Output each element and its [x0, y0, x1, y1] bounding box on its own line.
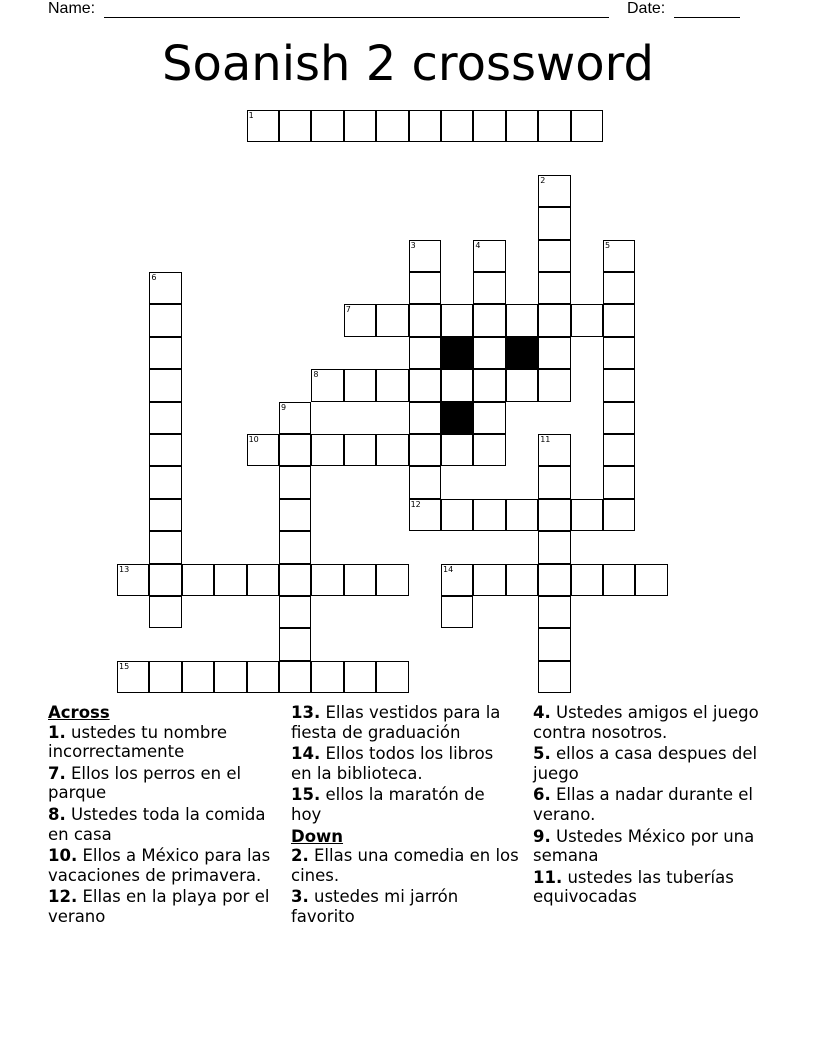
clue-number: 2.	[291, 846, 309, 866]
grid-cell[interactable]	[376, 661, 408, 693]
clue-item	[291, 846, 519, 885]
clue-number: 10.	[48, 846, 78, 866]
grid-cell[interactable]	[344, 434, 376, 466]
clue-item	[533, 785, 761, 824]
cell-number: 15	[119, 661, 130, 671]
grid-cell[interactable]	[603, 304, 635, 336]
black-cell	[506, 337, 538, 369]
grid-cell[interactable]	[441, 110, 473, 142]
grid-cell[interactable]	[538, 661, 570, 693]
grid-cell[interactable]	[279, 110, 311, 142]
grid-cell[interactable]	[279, 499, 311, 531]
grid-cell[interactable]	[409, 110, 441, 142]
grid-cell[interactable]	[538, 564, 570, 596]
grid-cell[interactable]	[409, 337, 441, 369]
clue-text: ellos a casa despues del juego	[533, 744, 758, 783]
clue-column-3	[533, 703, 761, 909]
grid-cell[interactable]	[538, 531, 570, 563]
clue-number: 4.	[533, 703, 551, 722]
grid-cell[interactable]	[344, 369, 376, 401]
grid-cell[interactable]	[473, 272, 505, 304]
across-clue-list	[48, 723, 276, 927]
across-heading: Across	[48, 703, 110, 722]
grid-cell[interactable]	[603, 499, 635, 531]
grid-cell[interactable]	[635, 564, 667, 596]
grid-cell[interactable]	[149, 434, 181, 466]
grid-cell[interactable]	[473, 337, 505, 369]
clue-number: 6.	[533, 785, 551, 805]
clue-item	[291, 785, 519, 824]
grid-cell[interactable]	[409, 240, 441, 272]
grid-cell[interactable]	[149, 499, 181, 531]
clue-number: 7.	[48, 763, 66, 783]
grid-cell[interactable]	[571, 110, 603, 142]
clue-text: Ellos los perros en el parque	[48, 763, 242, 803]
grid-cell[interactable]	[538, 175, 570, 207]
grid-cell[interactable]	[603, 466, 635, 498]
clue-column-2	[291, 703, 519, 929]
clue-item	[48, 764, 276, 803]
clue-item	[533, 744, 761, 783]
grid-cell[interactable]	[538, 499, 570, 531]
grid-cell[interactable]	[214, 564, 246, 596]
date-label: Date:	[627, 0, 666, 17]
clue-item	[291, 887, 519, 926]
grid-cell[interactable]	[538, 434, 570, 466]
grid-cell[interactable]	[279, 434, 311, 466]
grid-cell[interactable]	[117, 661, 149, 693]
clue-text: Ustedes México por una semana	[533, 826, 755, 866]
page-title: Soanish 2 crossword	[162, 36, 654, 92]
grid-cell[interactable]	[441, 564, 473, 596]
clue-item	[291, 703, 519, 742]
clue-text: ustedes mi jarrón favorito	[291, 887, 459, 926]
cell-number: 7	[345, 305, 351, 315]
clue-text: ellos la maratón de hoy	[291, 785, 485, 824]
black-cell	[441, 402, 473, 434]
grid-cell[interactable]	[441, 434, 473, 466]
cell-number: 6	[151, 273, 157, 282]
grid-cell[interactable]	[376, 369, 408, 401]
grid-cell[interactable]	[538, 240, 570, 272]
grid-cell[interactable]	[506, 304, 538, 336]
grid-cell[interactable]	[441, 304, 473, 336]
clue-text: Ustedes amigos el juego contra nosotros.	[533, 703, 759, 742]
grid-cell[interactable]	[247, 564, 279, 596]
clue-number: 1.	[48, 722, 66, 742]
grid-cell[interactable]	[279, 596, 311, 628]
clue-item	[291, 744, 519, 783]
grid-cell[interactable]	[376, 564, 408, 596]
clue-text: Ellos todos los libros en la biblioteca.	[291, 744, 494, 783]
cell-number: 2	[540, 175, 546, 185]
grid-cell[interactable]	[149, 337, 181, 369]
grid-cell[interactable]	[279, 531, 311, 563]
clue-item	[533, 868, 761, 907]
grid-cell[interactable]	[311, 369, 343, 401]
grid-cell[interactable]	[117, 564, 149, 596]
grid-cell[interactable]	[247, 110, 279, 142]
clue-text: Ellas en la playa por el verano	[48, 887, 270, 926]
clue-item	[533, 703, 761, 742]
clue-text: Ustedes toda la comida en casa	[48, 804, 266, 844]
grid-cell[interactable]	[603, 564, 635, 596]
clue-item	[48, 805, 276, 844]
grid-cell[interactable]	[538, 207, 570, 239]
grid-cell[interactable]	[149, 369, 181, 401]
cell-number: 12	[410, 499, 421, 509]
grid-cell[interactable]	[538, 110, 570, 142]
cell-number: 3	[410, 240, 416, 250]
clue-item	[48, 723, 276, 762]
clue-number: 12.	[48, 887, 78, 907]
grid-cell[interactable]	[409, 434, 441, 466]
grid-cell[interactable]	[182, 564, 214, 596]
grid-cell[interactable]	[409, 466, 441, 498]
across-clue-list-cont	[291, 703, 519, 825]
clue-text: ustedes las tuberías equivocadas	[533, 867, 734, 907]
clue-number: 13.	[291, 703, 321, 722]
grid-cell[interactable]	[149, 466, 181, 498]
clue-text: Ellas vestidos para la fiesta de graduación	[291, 703, 501, 742]
clue-text: Ellas una comedia en los cines.	[291, 846, 519, 885]
grid-cell[interactable]	[149, 564, 181, 596]
grid-cell[interactable]	[473, 369, 505, 401]
grid-cell[interactable]	[538, 369, 570, 401]
grid-cell[interactable]	[344, 661, 376, 693]
grid-cell[interactable]	[279, 661, 311, 693]
grid-cell[interactable]	[538, 304, 570, 336]
clue-number: 15.	[291, 785, 321, 805]
grid-cell[interactable]	[473, 499, 505, 531]
clue-number: 5.	[533, 744, 551, 764]
grid-cell[interactable]	[311, 110, 343, 142]
grid-cell[interactable]	[473, 110, 505, 142]
grid-cell[interactable]	[311, 564, 343, 596]
clue-number: 9.	[533, 826, 551, 846]
grid-cell[interactable]	[441, 369, 473, 401]
grid-cell[interactable]	[603, 337, 635, 369]
clue-number: 8.	[48, 804, 66, 824]
grid-cell[interactable]	[279, 564, 311, 596]
grid-cell[interactable]	[473, 240, 505, 272]
grid-cell[interactable]	[344, 304, 376, 336]
clue-number: 11.	[533, 867, 563, 887]
grid-cell[interactable]	[149, 596, 181, 628]
grid-cell[interactable]	[279, 628, 311, 660]
grid-cell[interactable]	[506, 369, 538, 401]
grid-cell[interactable]	[473, 402, 505, 434]
cell-number: 14	[443, 564, 454, 574]
down-clue-list-cont	[533, 703, 761, 907]
grid-cell[interactable]	[214, 661, 246, 693]
grid-cell[interactable]	[506, 499, 538, 531]
grid-cell[interactable]	[409, 304, 441, 336]
grid-cell[interactable]	[376, 110, 408, 142]
grid-cell[interactable]	[506, 110, 538, 142]
clue-column-1	[48, 703, 276, 929]
grid-cell[interactable]	[409, 499, 441, 531]
grid-cell[interactable]	[603, 434, 635, 466]
grid-cell[interactable]	[409, 402, 441, 434]
cell-number: 4	[475, 240, 481, 250]
grid-cell[interactable]	[571, 564, 603, 596]
cell-number: 9	[281, 402, 287, 412]
grid-cell[interactable]	[538, 466, 570, 498]
grid-cell[interactable]	[538, 596, 570, 628]
grid-cell[interactable]	[182, 661, 214, 693]
grid-cell[interactable]	[571, 499, 603, 531]
cell-number: 11	[540, 435, 551, 444]
grid-cell[interactable]	[603, 402, 635, 434]
grid-cell[interactable]	[344, 110, 376, 142]
clue-item	[48, 846, 276, 885]
clue-item	[48, 887, 276, 926]
grid-cell[interactable]	[603, 240, 635, 272]
clue-item	[533, 827, 761, 866]
grid-cell[interactable]	[506, 564, 538, 596]
grid-cell[interactable]	[149, 531, 181, 563]
grid-cell[interactable]	[538, 272, 570, 304]
clue-number: 3.	[291, 887, 309, 907]
cell-number: 13	[119, 564, 130, 574]
cell-number: 8	[313, 370, 319, 380]
cell-number: 5	[605, 240, 611, 250]
grid-cell[interactable]	[473, 434, 505, 466]
grid-cell[interactable]	[149, 661, 181, 693]
grid-cell[interactable]	[441, 499, 473, 531]
name-label: Name:	[48, 0, 96, 17]
clue-text: Ellas a nadar durante el verano.	[533, 785, 753, 824]
grid-cell[interactable]	[376, 304, 408, 336]
grid-cell[interactable]	[376, 434, 408, 466]
grid-cell[interactable]	[149, 402, 181, 434]
clue-text: Ellos a México para las vacaciones de primavera.	[48, 846, 271, 885]
cell-number: 1	[248, 111, 254, 120]
grid-cell[interactable]	[441, 596, 473, 628]
grid-cell[interactable]	[538, 628, 570, 660]
grid-cell[interactable]	[409, 272, 441, 304]
cell-number: 10	[248, 435, 259, 444]
clue-number: 14.	[291, 744, 321, 764]
grid-cell[interactable]	[311, 434, 343, 466]
grid-cell[interactable]	[473, 304, 505, 336]
grid-cell[interactable]	[149, 304, 181, 336]
grid-cell[interactable]	[311, 661, 343, 693]
grid-cell[interactable]	[279, 466, 311, 498]
grid-cell[interactable]	[344, 564, 376, 596]
grid-cell[interactable]	[247, 661, 279, 693]
grid-cell[interactable]	[603, 369, 635, 401]
grid-cell[interactable]	[247, 434, 279, 466]
grid-cell[interactable]	[538, 337, 570, 369]
grid-cell[interactable]	[409, 369, 441, 401]
grid-cell[interactable]	[149, 272, 181, 304]
down-heading: Down	[291, 826, 344, 846]
grid-cell[interactable]	[279, 402, 311, 434]
grid-cell[interactable]	[603, 272, 635, 304]
black-cell	[441, 337, 473, 369]
down-clue-list	[291, 846, 519, 926]
grid-cell[interactable]	[571, 304, 603, 336]
clue-text: ustedes tu nombre incorrectamente	[48, 722, 227, 762]
grid-cell[interactable]	[473, 564, 505, 596]
